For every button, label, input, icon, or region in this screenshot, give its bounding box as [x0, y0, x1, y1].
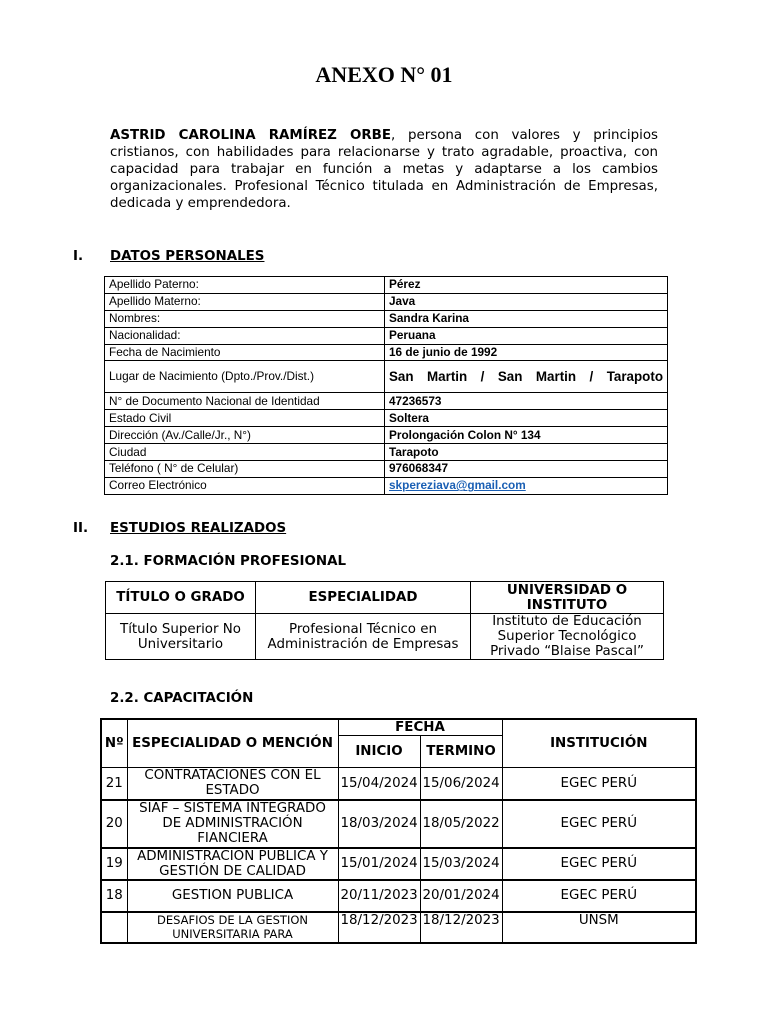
- field-value: 16 de junio de 1992: [385, 344, 668, 361]
- formacion-titulo: Título Superior No Universitario: [106, 614, 256, 660]
- field-label: Apellido Materno:: [105, 293, 385, 310]
- cap-inicio: 18/03/2024: [338, 800, 420, 848]
- cap-especialidad: GESTION PUBLICA: [127, 880, 338, 912]
- table-row: [106, 614, 664, 660]
- table-row: [105, 444, 668, 461]
- cap-termino: 20/01/2024: [420, 880, 502, 912]
- email-link[interactable]: skpereziava@gmail.com: [389, 478, 526, 493]
- section-number: I.: [73, 249, 84, 264]
- table-row: [101, 912, 696, 943]
- field-label: Nombres:: [105, 310, 385, 327]
- intro-name: ASTRID CAROLINA RAMÍREZ ORBE: [110, 128, 392, 143]
- cap-institucion: EGEC PERÚ: [502, 880, 696, 912]
- field-label: Apellido Paterno:: [105, 277, 385, 294]
- intro-paragraph: [110, 127, 658, 212]
- field-label: Teléfono ( N° de Celular): [105, 461, 385, 478]
- cap-especialidad: CONTRATACIONES CON EL ESTADO: [127, 768, 338, 800]
- cap-especialidad: DESAFIOS DE LA GESTION UNIVERSITARIA PARA: [127, 912, 338, 943]
- field-value: Java: [385, 293, 668, 310]
- cap-header-especialidad: ESPECIALIDAD O MENCIÓN: [127, 719, 338, 768]
- section-heading: ESTUDIOS REALIZADOS: [110, 521, 287, 536]
- table-row: [105, 477, 668, 494]
- page-title: ANEXO N° 01: [315, 62, 453, 87]
- table-row: [105, 393, 668, 410]
- field-label: Dirección (Av./Calle/Jr., N°): [105, 427, 385, 444]
- cap-inicio: 15/04/2024: [338, 768, 420, 800]
- formacion-table: [105, 581, 664, 660]
- capacitacion-table: [100, 718, 697, 944]
- section-number: II.: [73, 521, 89, 536]
- cap-header-inicio: INICIO: [338, 736, 420, 768]
- cap-termino: 18/05/2022: [420, 800, 502, 848]
- field-value: San Martin / San Martin / Tarapoto: [385, 361, 668, 393]
- cap-especialidad: ADMINISTRACION PUBLICA Y GESTIÓN DE CALIDAD: [127, 848, 338, 880]
- field-value: 47236573: [385, 393, 668, 410]
- table-row: [101, 848, 696, 880]
- table-row: [105, 277, 668, 294]
- table-row: [101, 880, 696, 912]
- cap-inicio: 15/01/2024: [338, 848, 420, 880]
- cap-institucion: EGEC PERÚ: [502, 800, 696, 848]
- field-label: Nacionalidad:: [105, 327, 385, 344]
- field-value: Tarapoto: [385, 444, 668, 461]
- intro-text: , persona con valores y principios cristianos, con habilidades para relacionarse y trato agradable, proactiva, con capacidad para trabajar en función a metas y adaptarse a los cambios organizacionales. Profesional Técnico titulada en Administración de Empresas, dedicada y emprendedora.: [110, 128, 658, 211]
- cap-institucion: UNSM: [502, 912, 696, 943]
- field-value: 976068347: [385, 461, 668, 478]
- field-label: Ciudad: [105, 444, 385, 461]
- subsection-formacion: 2.1. FORMACIÓN PROFESIONAL: [110, 554, 346, 569]
- table-row: [105, 344, 668, 361]
- cap-termino: 15/03/2024: [420, 848, 502, 880]
- cap-header-termino: TERMINO: [420, 736, 502, 768]
- table-row: [105, 310, 668, 327]
- cap-num: 18: [101, 880, 127, 912]
- field-label: Estado Civil: [105, 410, 385, 427]
- email-value[interactable]: [385, 477, 668, 494]
- personal-data-table: [104, 276, 668, 495]
- cap-especialidad: SIAF – SISTEMA INTEGRADO DE ADMINISTRACIÓN FIANCIERA: [127, 800, 338, 848]
- field-value: Pérez: [385, 277, 668, 294]
- cap-termino: 15/06/2024: [420, 768, 502, 800]
- table-row: [105, 327, 668, 344]
- subsection-capacitacion: 2.2. CAPACITACIÓN: [110, 691, 254, 706]
- formacion-especialidad: Profesional Técnico en Administración de Empresas: [256, 614, 471, 660]
- cap-num: 19: [101, 848, 127, 880]
- cap-num: 20: [101, 800, 127, 848]
- field-value: Prolongación Colon N° 134: [385, 427, 668, 444]
- field-value: Peruana: [385, 327, 668, 344]
- table-row: [105, 361, 668, 393]
- cap-num: [101, 912, 127, 943]
- cap-num: 21: [101, 768, 127, 800]
- cap-inicio: 20/11/2023: [338, 880, 420, 912]
- formacion-header-especialidad: ESPECIALIDAD: [256, 582, 471, 614]
- field-label: Lugar de Nacimiento (Dpto./Prov./Dist.): [105, 361, 385, 393]
- table-row: [101, 800, 696, 848]
- table-row: [105, 461, 668, 478]
- section-heading: DATOS PERSONALES: [110, 249, 265, 264]
- formacion-header-titulo: TÍTULO O GRADO: [106, 582, 256, 614]
- field-label: N° de Documento Nacional de Identidad: [105, 393, 385, 410]
- table-row: [105, 427, 668, 444]
- field-label: Correo Electrónico: [105, 477, 385, 494]
- formacion-header-institucion: UNIVERSIDAD O INSTITUTO: [471, 582, 664, 614]
- formacion-institucion: Instituto de Educación Superior Tecnológico Privado “Blaise Pascal”: [471, 614, 664, 660]
- cap-institucion: EGEC PERÚ: [502, 768, 696, 800]
- cap-header-fecha: FECHA: [338, 719, 502, 736]
- field-label: Fecha de Nacimiento: [105, 344, 385, 361]
- cap-header-institucion: INSTITUCIÓN: [502, 719, 696, 768]
- cap-inicio: 18/12/2023: [338, 912, 420, 943]
- cap-header-num: Nº: [101, 719, 127, 768]
- table-row: [105, 293, 668, 310]
- field-value: Soltera: [385, 410, 668, 427]
- cap-termino: 18/12/2023: [420, 912, 502, 943]
- table-row: [101, 768, 696, 800]
- cap-institucion: EGEC PERÚ: [502, 848, 696, 880]
- table-row: [105, 410, 668, 427]
- field-value: Sandra Karina: [385, 310, 668, 327]
